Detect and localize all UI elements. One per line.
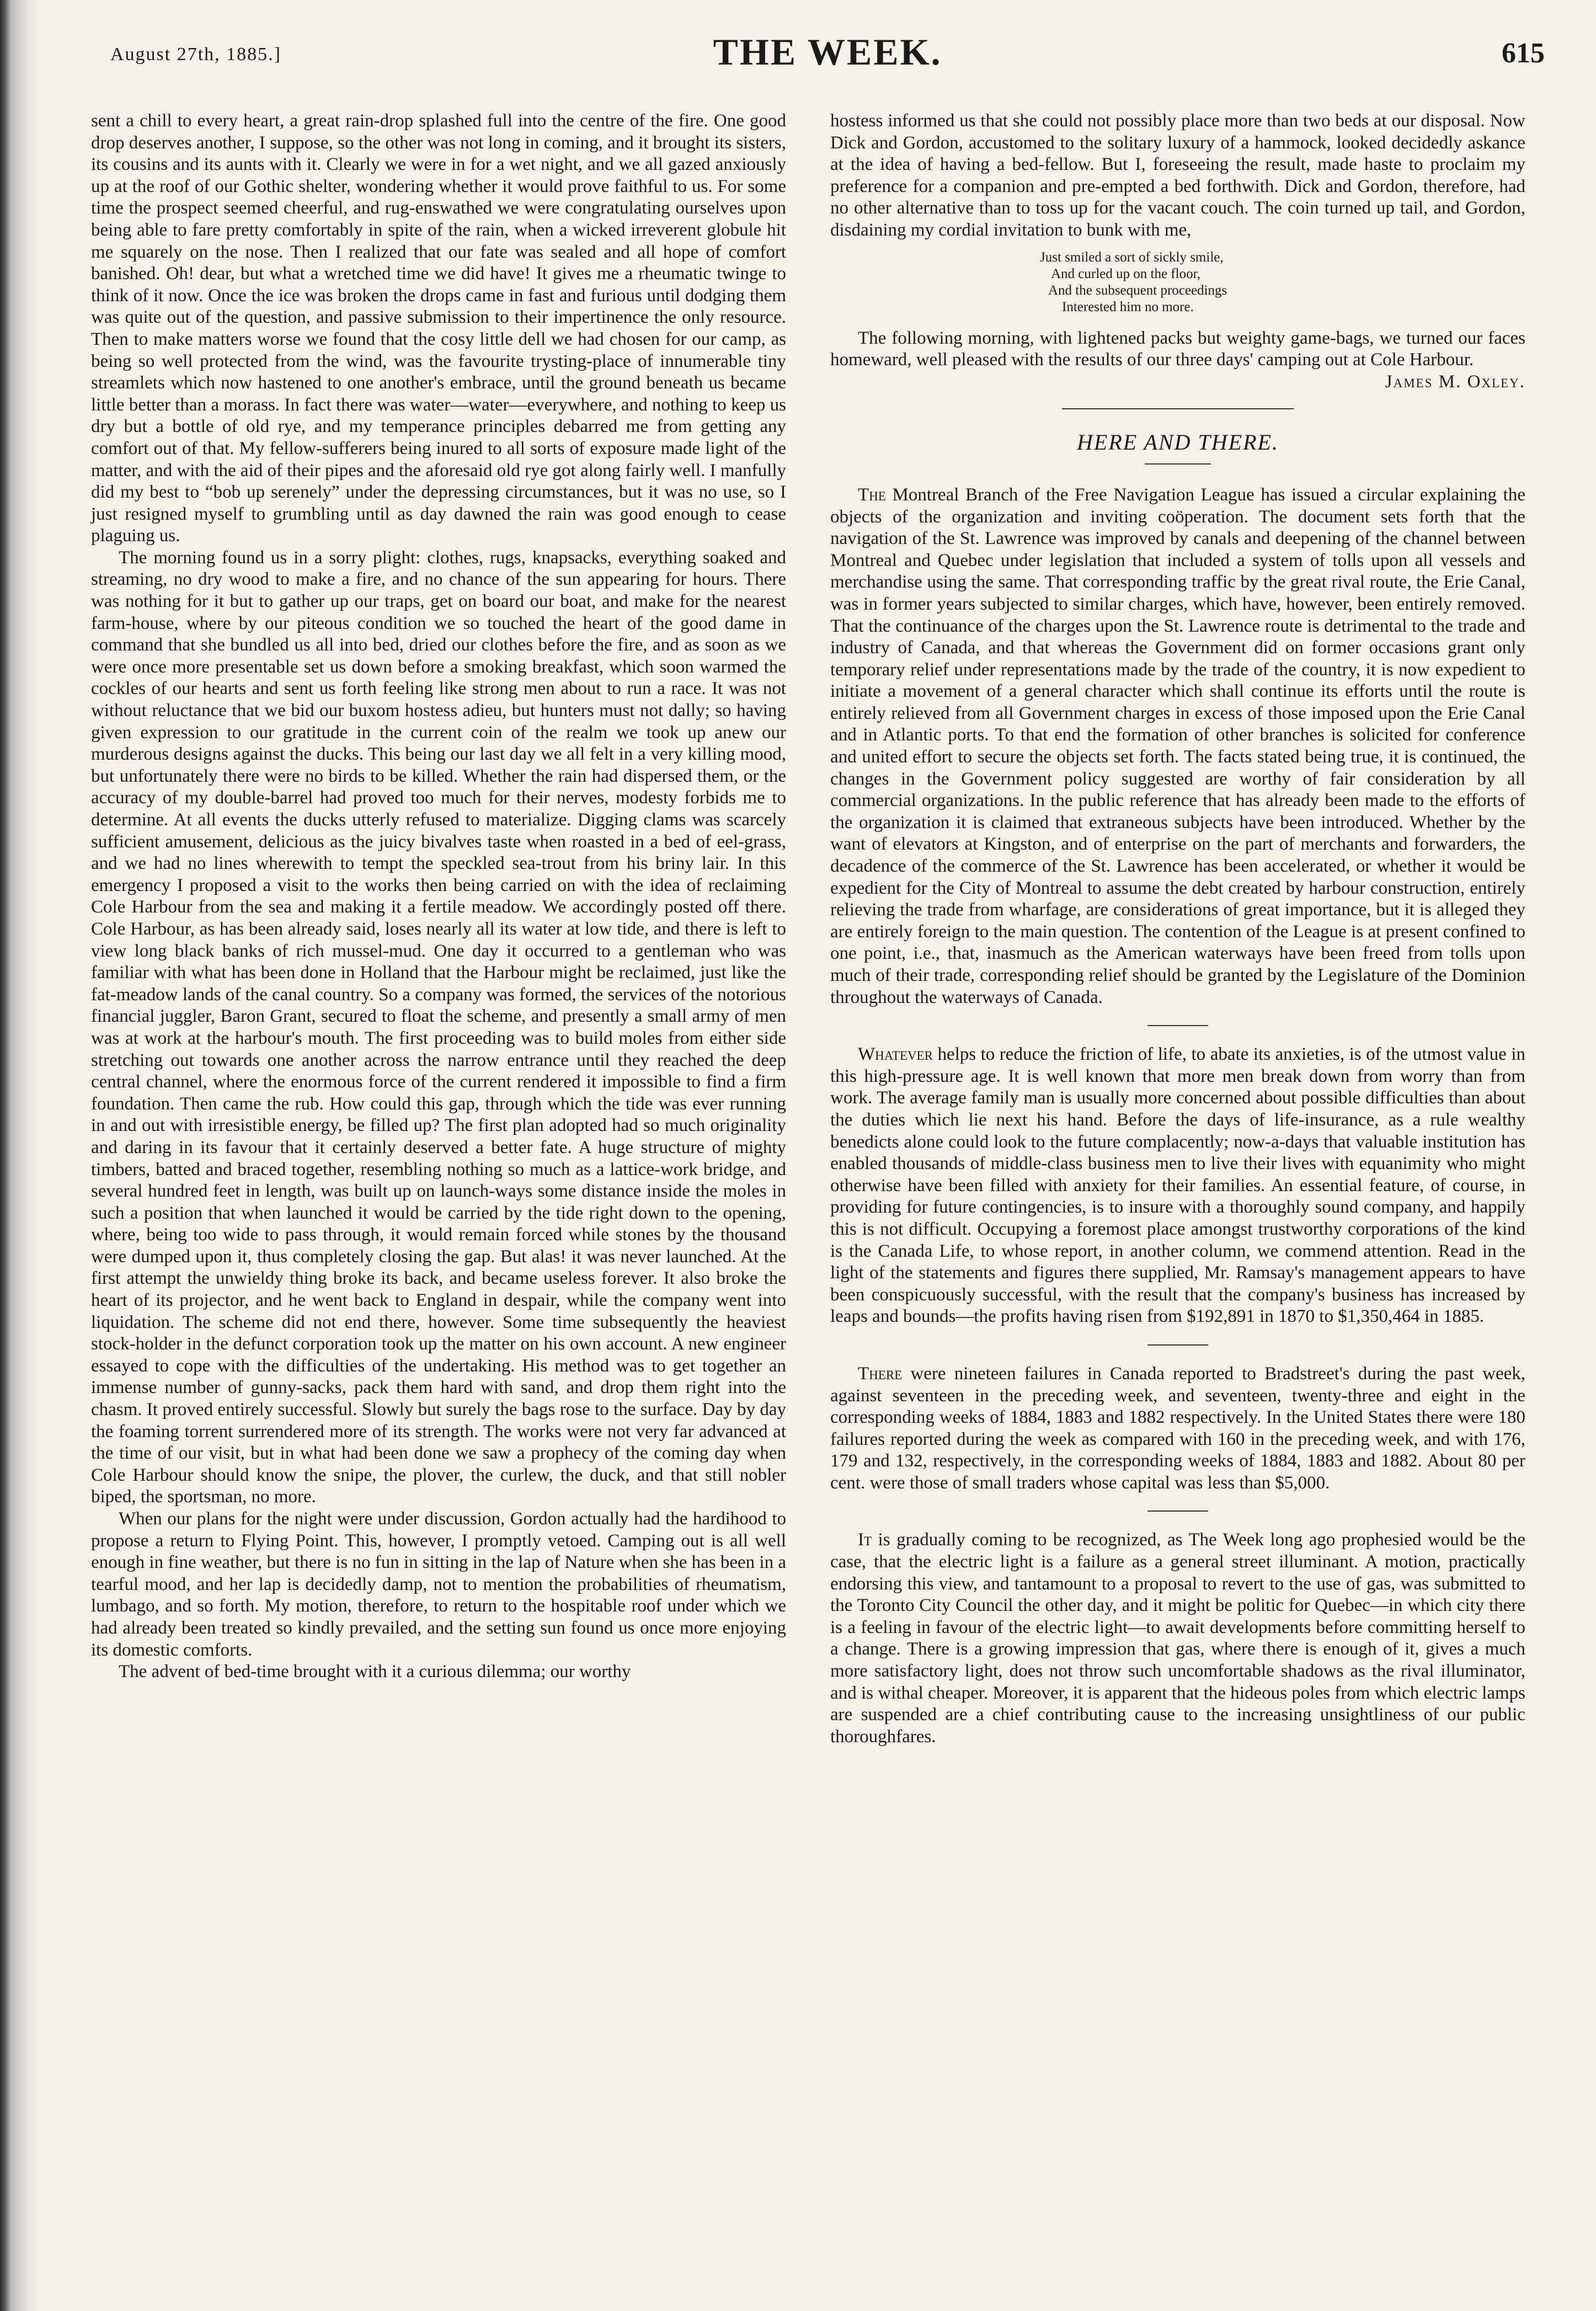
lead-word: There [858, 1363, 903, 1384]
right-column [830, 110, 1525, 2273]
verse-line: Interested him no more. [1062, 299, 1194, 314]
paragraph: The advent of bed-time brought with it a curious dilemma; our worthy [119, 1662, 631, 1682]
paragraph: sent a chill to every heart, a great rain-drop splashed full into the centre of the fire. One good drop deserves another, I suppose, so the other was not long in coming, and it brought its sisters, its cousins and its aunts with it. Clearly we were in for a wet night, and we all gazed anxiously up at the roof of our Gothic shelter, wondering whether it would prove faithful to us. For some time the prospect seemed cheerful, and rug-enswathed we were congratulating ourselves upon being able to fare pretty comfortably in spite of the rain, when a wicked irreverent globule hit me squarely on the nose. Then I realized that our fate was sealed and all hope of comfort banished. Oh! dear, but what a wretched time we did have! It gives me a rheumatic twinge to think of it now. Once the ice was broken the drops came in fast and furious until dodging them was quite out of the question, and passive submission to their impertinence the only resource. Then to make matters worse we found that the cosy little dell we had chosen for our camp, as being so well protected from the wind, was the favourite trysting-place of innumerable tiny streamlets which now hastened to one another's embrace, until the ground beneath us became little better than a morass. In fact there was water—water—everywhere, and nothing to keep us dry but a bottle of old rye, and my temperance principles debarred me from getting any comfort out of that. My fellow-sufferers being inured to all sorts of exposure made light of the matter, and with the aid of their pipes and the aforesaid old rye got along fairly well. I manfully did my best to “bob up serenely” under the depressing circumstances, but it was no use, so I just resigned myself to grumbling until as day dawned the rain was good enough to cease plaguing us. [91, 111, 786, 546]
item-text: were nineteen failures in Canada reported to Bradstreet's during the past week, against seventeen in the preceding week, and seventeen, twenty-three and eight in the corresponding weeks of 1884, 1883 and 1882 respectively. In the United States there were 180 failures reported during the week as compared with 160 in the preceding week, and with 176, 179 and 132, respectively, in the corresponding weeks of 1884, 1883 and 1882. About 80 per cent. were those of small traders whose capital was less than $5,000. [830, 1363, 1525, 1493]
item-text: helps to reduce the friction of life, to abate its anxieties, is of the utmost value in this high-pressure age. It is well known that more men break down from worry than from work. The average family man is usually more concerned about possible difficulties than about the duties which lie next his hand. Before the days of life-insurance, as a rule wealthy benedicts alone could look to the future complacently; now-a-days that valuable institution has enabled thousands of middle-class business men to live their lives with equanimity who might otherwise have been filled with anxiety for their families. An essential feature, of course, in providing for future contingencies, is to insure with a thoroughly sound company, and happily this is not difficult. Occupying a foremost place amongst trustworthy corporations of the kind is the Canada Life, to whose report, in another column, we commend attention. Read in the light of the statements and figures there supplied, Mr. Ramsay's management appears to have been conspicuously successful, with the result that the company's business has increased by leaps and bounds—the profits having risen from $192,891 in 1870 to $1,350,464 in 1885. [830, 1044, 1525, 1327]
verse-line: Just smiled a sort of sickly smile, [1040, 249, 1224, 265]
author-signature: James M. Oxley. [1385, 371, 1525, 392]
item-rule [1147, 1344, 1208, 1346]
page-number: 615 [1502, 38, 1545, 69]
section-title: HERE AND THERE. [1077, 430, 1279, 455]
section-rule [1145, 463, 1211, 465]
news-item [830, 1363, 1525, 1495]
paragraph: The morning found us in a sorry plight: clothes, rugs, knapsacks, everything soaked and streaming, no dry wood to make a fire, and no chance of the sun appearing for hours. There was nothing for it but to gather up our traps, get on board our boat, and make for the nearest farm-house, where by our piteous condition we so touched the heart of the good dame in command that she bundled us all into bed, dried our clothes before the fire, and as soon as we were once more presentable set us down before a smoking breakfast, which soon warmed the cockles of our hearts and sent us forth feeling like strong men about to run a race. It was not without reluctance that we bid our buxom hostess adieu, but hunters must not dally; so having given expression to our gratitude in the current coin of the realm we took up anew our murderous designs against the ducks. This being our last day we all felt in a very killing mood, but unfortunately there were no birds to be killed. Whether the rain had dispersed them, or the accuracy of my double-barrel had proved too much for their nerves, modesty forbids me to determine. At all events the ducks utterly refused to materialize. Digging clams was scarcely sufficient amusement, delicious as the juicy bivalves taste when roasted in a bed of eel-grass, and we had no lines wherewith to tempt the speckled sea-trout from his briny lair. In this emergency I proposed a visit to the works then being carried on with the idea of reclaiming Cole Harbour from the sea and making it a fertile meadow. We accordingly posted off there. Cole Harbour, as has been already said, loses nearly all its water at low tide, and there is left to view long black banks of rich mussel-mud. One day it occurred to a gentleman who was familiar with what has been done in Holland that the Harbour might be reclaimed, just like the fat-meadow lands of the canal country. So a company was formed, the services of the notorious financial juggler, Baron Grant, secured to float the scheme, and presently a small army of men was at work at the harbour's mouth. The first proceeding was to build moles from either side stretching out towards one another across the narrow entrance until they reached the deep central channel, where the enormous force of the current rendered it impossible to find a firm foundation. Then came the rub. How could this gap, through which the tide was ever running in and out with irresistible energy, be filled up? The first plan adopted had so much originality and daring in its favour that it certainly deserved a better fate. A huge structure of mighty timbers, batted and braced together, resembling nothing so much as a lattice-work bridge, and several hundred feet in length, was built up on launch-ways some distance inside the moles in such a position that when launched it would be carried by the tide right down to the opening, where, being too wide to pass through, it would remain forced while stones by the thousand were dumped upon it, thus completely closing the gap. But alas! it was never launched. At the first attempt the unwieldy thing broke its back, and became useless forever. It also broke the heart of its projector, and he went back to England in despair, while the company went into liquidation. The scheme did not end there, however. Some time subsequently the heaviest stock-holder in the defunct corporation took up the matter on his own account. A new engineer essayed to cope with the difficulties of the undertaking. His method was to get together an immense number of gunny-sacks, pack them hard with sand, and drop them right into the chasm. It proved entirely successful. Slowly but surely the bags rose to the surface. Day by day the foaming torrent surrendered more of its strength. The works were not very far advanced at the time of our visit, but in what had been done we saw a prophecy of the coming day when Cole Harbour should know the snipe, the plover, the curlew, the duck, and that still nobler biped, the sportsman, no more. [91, 547, 786, 1507]
paragraph: The following morning, with lightened packs but weighty game-bags, we turned our faces homeward, well pleased with the results of our three days' camping out at Cole Harbour. [830, 328, 1525, 370]
verse-quotation [830, 249, 1525, 316]
paragraph: When our plans for the night were under discussion, Gordon actually had the hardihood to propose a return to Flying Point. This, however, I promptly vetoed. Camping out is all well enough in fine weather, but there is no fun in sitting in the lap of Nature when she has been in a tearful mood, and her lap is decidedly damp, not to mention the probabilities of rheumatism, lumbago, and so forth. My motion, therefore, to return to the hospitable roof under which we had already been treated so kindly prevailed, and the setting sun found us once more enjoying its domestic comforts. [91, 1509, 786, 1660]
article-divider [1062, 408, 1294, 409]
issue-date: August 27th, 1885.] [110, 44, 281, 65]
binding-edge [0, 0, 39, 2311]
lead-word: Whatever [858, 1044, 933, 1065]
verse-line: And curled up on the floor, [1051, 266, 1201, 281]
page-header [110, 30, 1545, 97]
paragraph: hostess informed us that she could not possibly place more than two beds at our disposal. Now Dick and Gordon, accustomed to the solitary luxury of a hammock, looked decidedly askance at the idea of having a bed-fellow. But I, foreseeing the result, made haste to proclaim my preference for a companion and pre-empted a bed forthwith. Dick and Gordon, therefore, had no other alternative than to toss up for the vacant couch. The coin turned up tail, and Gordon, disdaining my cordial invitation to bunk with me, [830, 111, 1525, 240]
news-item [830, 484, 1525, 1008]
lead-word: It [858, 1530, 872, 1550]
masthead-title: THE WEEK. [713, 31, 942, 73]
item-rule [1147, 1025, 1208, 1026]
left-column [91, 110, 786, 2295]
item-text: Montreal Branch of the Free Navigation League has issued a circular explaining the objects of the organization and inviting coöperation. The document sets forth that the navigation of the St. Lawrence was improved by canals and deepening of the channel between Montreal and Quebec under legislation that included a system of tolls upon all vessels and merchandise using the same. That corresponding traffic by the great rival route, the Erie Canal, was in former years subjected to similar charges, which have, however, been entirely removed. That the continuance of the charges upon the St. Lawrence route is detrimental to the trade and industry of Canada, and that whereas the Government did on former occasions grant only temporary relief under representations made by the trade of the country, it is now expedient to initiate a movement of a general character which shall continue its efforts until the route is entirely relieved from all Government charges in excess of those imposed upon the Erie Canal and in Atlantic ports. To that end the formation of other branches is solicited for conference and united effort to secure the objects set forth. The facts stated being true, it is continued, the changes in the Government policy suggested are worthy of fair consideration by all commercial organizations. In the public reference that has already been made to the efforts of the organization it is claimed that extraneous subjects have been introduced. Whether by the want of elevators at Kingston, and of enterprise on the part of merchants and forwarders, the decadence of the commerce of the St. Lawrence has been accelerated, or whether it would be expedient for the City of Montreal to assume the debt created by harbour construction, entirely relieving the trade from wharfage, are considerations of great importance, but it is alleged they are entirely foreign to the main question. The contention of the League is at present confined to one point, i.e., that, inasmuch as the American waterways have been freed from tolls upon much of their trade, corresponding relief should be granted by the Legislature of the Dominion throughout the waterways of Canada. [830, 484, 1525, 1007]
lead-word: The [858, 484, 886, 505]
news-item [830, 1044, 1525, 1328]
verse-line: And the subsequent proceedings [1048, 282, 1227, 298]
item-text: is gradually coming to be recognized, as The Week long ago prophesied would be the case, that the electric light is a failure as a general street illuminant. A motion, practically endorsing this view, and tantamount to a proposal to revert to the use of gas, was submitted to the Toronto City Council the other day, and it might be politic for Quebec—in which city there is a feeling in favour of the electric light—to await developments before committing herself to a change. There is a growing impression that gas, where there is enough of it, gives a much more satisfactory light, does not throw such uncomfortable shadows as the rival illuminator, and is withal cheaper. Moreover, it is apparent that the hideous poles from which electric lamps are suspended are a chief contributing cause to the increasing unsightliness of our public thoroughfares. [830, 1530, 1525, 1747]
item-rule [1147, 1511, 1208, 1512]
news-item [830, 1529, 1525, 1748]
